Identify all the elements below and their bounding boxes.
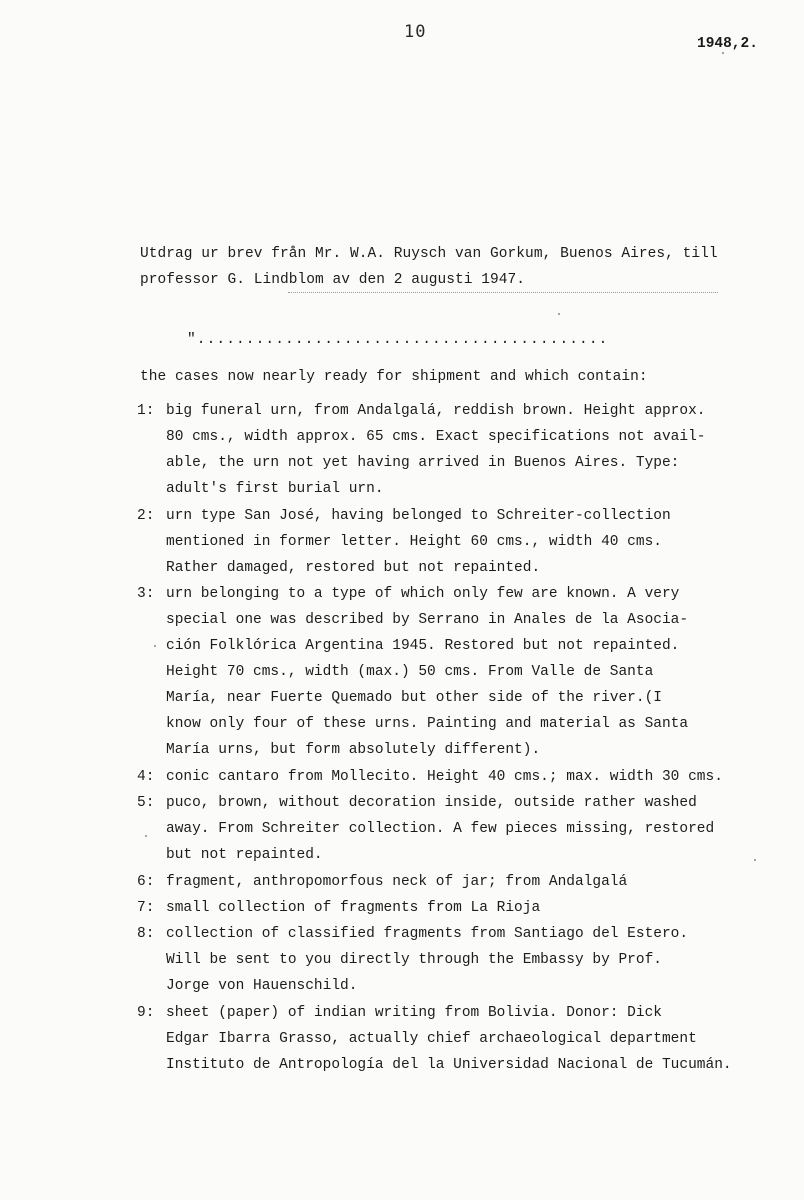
item-line: small collection of fragments from La Rioja xyxy=(166,900,541,916)
intro-line: the cases now nearly ready for shipment and which contain: xyxy=(140,369,648,385)
item-line: ción Folklórica Argentina 1945. Restored but not repainted. xyxy=(166,638,680,654)
list-item xyxy=(166,921,688,999)
scan-speck xyxy=(558,313,560,315)
item-line: urn type San José, having belonged to Schreiter-collection xyxy=(166,508,671,524)
item-line: Height 70 cms., width (max.) 50 cms. From Valle de Santa xyxy=(166,664,654,680)
list-item xyxy=(166,869,627,895)
item-number: 8: xyxy=(137,926,155,942)
list-item xyxy=(166,895,540,921)
list-item xyxy=(166,398,706,502)
heading-line-1: Utdrag ur brev från Mr. W.A. Ruysch van Gorkum, Buenos Aires, till xyxy=(140,246,718,262)
archive-reference: 1948,2. xyxy=(697,36,758,52)
item-line: Jorge von Hauenschild. xyxy=(166,978,358,994)
item-number: 6: xyxy=(137,874,155,890)
list-item xyxy=(166,581,688,763)
item-line: mentioned in former letter. Height 60 cms., width 40 cms. xyxy=(166,534,662,550)
page-number: 10 xyxy=(404,22,427,42)
item-line: 80 cms., width approx. 65 cms. Exact specifications not avail- xyxy=(166,429,706,445)
item-line: big funeral urn, from Andalgalá, reddish brown. Height approx. xyxy=(166,403,706,419)
item-line: urn belonging to a type of which only few are known. A very xyxy=(166,586,680,602)
item-number: 3: xyxy=(137,586,155,602)
item-line: Will be sent to you directly through the Embassy by Prof. xyxy=(166,952,662,968)
scan-speck xyxy=(145,835,147,837)
item-line: Edgar Ibarra Grasso, actually chief archaeological department xyxy=(166,1031,697,1047)
item-line: puco, brown, without decoration inside, outside rather washed xyxy=(166,795,697,811)
item-line: fragment, anthropomorfous neck of jar; from Andalgalá xyxy=(166,874,628,890)
item-line: but not repainted. xyxy=(166,847,323,863)
dotted-rule xyxy=(288,292,718,295)
item-line: sheet (paper) of indian writing from Bolivia. Donor: Dick xyxy=(166,1005,662,1021)
item-line: special one was described by Serrano in Anales de la Asocia- xyxy=(166,612,689,628)
list-item xyxy=(166,764,723,790)
item-line: know only four of these urns. Painting and material as Santa xyxy=(166,716,689,732)
item-line: María, near Fuerte Quemado but other side of the river.(I xyxy=(166,690,662,706)
scan-speck xyxy=(722,52,724,54)
item-line: adult's first burial urn. xyxy=(166,481,384,497)
list-item xyxy=(166,790,714,868)
list-item xyxy=(166,1000,732,1078)
list-item xyxy=(166,503,671,581)
item-number: 4: xyxy=(137,769,155,785)
item-line: conic cantaro from Mollecito. Height 40 cms.; max. width 30 cms. xyxy=(166,769,723,785)
item-line: collection of classified fragments from Santiago del Estero. xyxy=(166,926,689,942)
quote-opening: ".......................................... xyxy=(187,332,609,348)
item-number: 2: xyxy=(137,508,155,524)
item-number: 9: xyxy=(137,1005,155,1021)
item-line: able, the urn not yet having arrived in Buenos Aires. Type: xyxy=(166,455,680,471)
item-number: 5: xyxy=(137,795,155,811)
item-number: 7: xyxy=(137,900,155,916)
scan-speck xyxy=(154,645,156,647)
heading-line-2: professor G. Lindblom av den 2 augusti 1947. xyxy=(140,272,526,288)
item-line: Instituto de Antropología del la Universidad Nacional de Tucumán. xyxy=(166,1057,732,1073)
scan-speck xyxy=(754,859,756,861)
item-number: 1: xyxy=(137,403,155,419)
item-line: Rather damaged, restored but not repainted. xyxy=(166,560,541,576)
item-line: María urns, but form absolutely different). xyxy=(166,742,541,758)
item-line: away. From Schreiter collection. A few pieces missing, restored xyxy=(166,821,715,837)
